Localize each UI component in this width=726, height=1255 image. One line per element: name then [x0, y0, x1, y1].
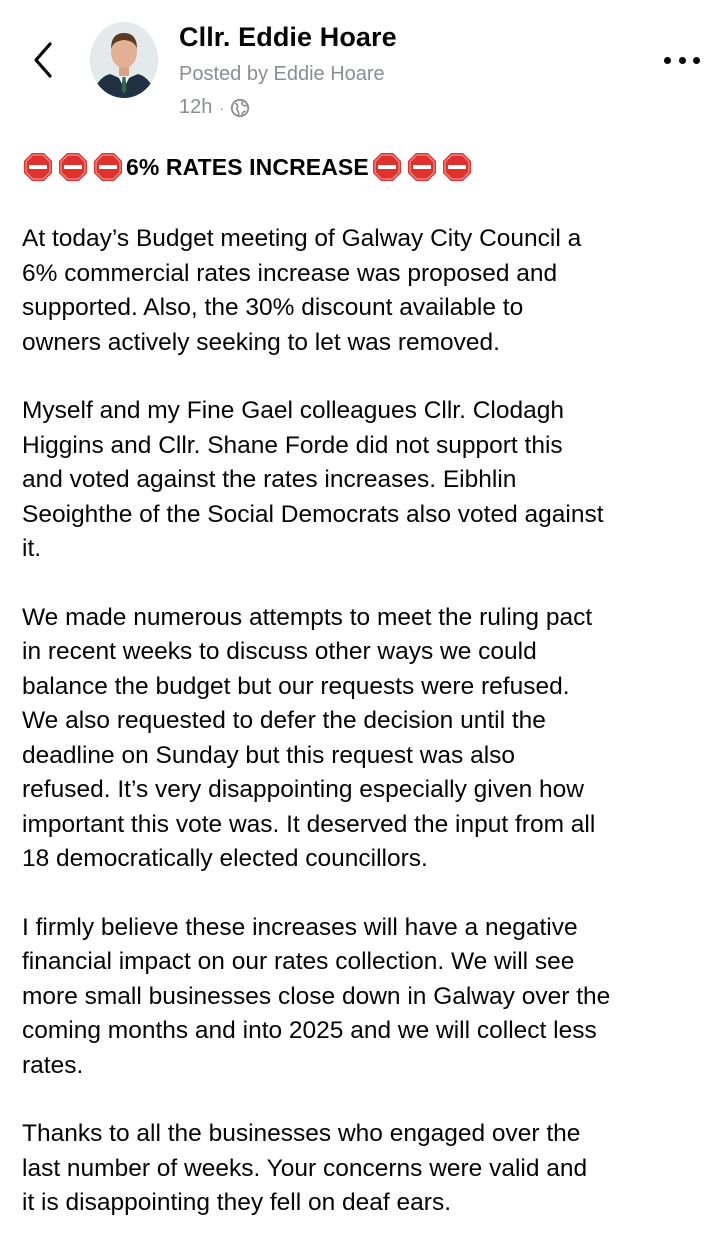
post-body	[22, 222, 712, 1255]
stop-sign-emoji-icon	[57, 151, 89, 183]
timestamp[interactable]: 12h	[179, 96, 213, 118]
post-paragraph: At today’s Budget meeting of Galway City Council a 6% commercial rates increase was proposed and supported. Also, the 30% discount available to owners actively seeking to let was removed.	[22, 225, 582, 356]
post-paragraph: I firmly believe these increases will have a negative financial impact on our rates collection. We will see more small businesses close down in Galway over the coming months and into 2025 and we will collect less rates.	[22, 913, 611, 1079]
stop-sign-emoji-icon	[92, 151, 124, 183]
post-paragraph: We made numerous attempts to meet the ruling pact in recent weeks to discuss other ways we could balance the budget but our requests were refused. We also requested to defer the decision until the deadline on Sunday but this request was also refused. It’s very disappointing especially given how important this vote was. It deserved the input from all 18 democratically elected councillors.	[22, 603, 596, 872]
profile-photo	[90, 22, 158, 98]
more-dot	[693, 57, 700, 64]
stop-sign-emoji-icon	[22, 151, 54, 183]
post-meta	[179, 96, 250, 119]
posted-by-label: Posted by Eddie Hoare	[179, 63, 385, 85]
more-horizontal-icon	[664, 57, 671, 64]
author-name[interactable]: Cllr. Eddie Hoare	[179, 22, 397, 52]
more-options-button[interactable]	[664, 50, 700, 70]
post-header	[0, 0, 726, 135]
stop-sign-emoji-icon	[371, 151, 403, 183]
stop-sign-emoji-icon	[406, 151, 438, 183]
meta-separator: ·	[219, 99, 225, 116]
post-headline	[22, 150, 476, 184]
globe-icon	[230, 98, 250, 118]
more-dot	[679, 57, 686, 64]
post-paragraph: Thanks to all the businesses who engaged over the last number of weeks. Your concerns were valid and it is disappointing they fell on deaf ears.	[22, 1120, 588, 1216]
stop-sign-emoji-icon	[441, 151, 473, 183]
post-paragraph: Myself and my Fine Gael colleagues Cllr. Clodagh Higgins and Cllr. Shane Forde did not support this and voted against the rates increases. Eibhlin Seoighthe of the Social Democrats also voted against it.	[22, 397, 604, 562]
back-button[interactable]	[28, 38, 58, 82]
chevron-left-icon	[32, 41, 54, 79]
avatar[interactable]	[90, 22, 158, 98]
headline-text: 6% RATES INCREASE	[126, 153, 369, 180]
